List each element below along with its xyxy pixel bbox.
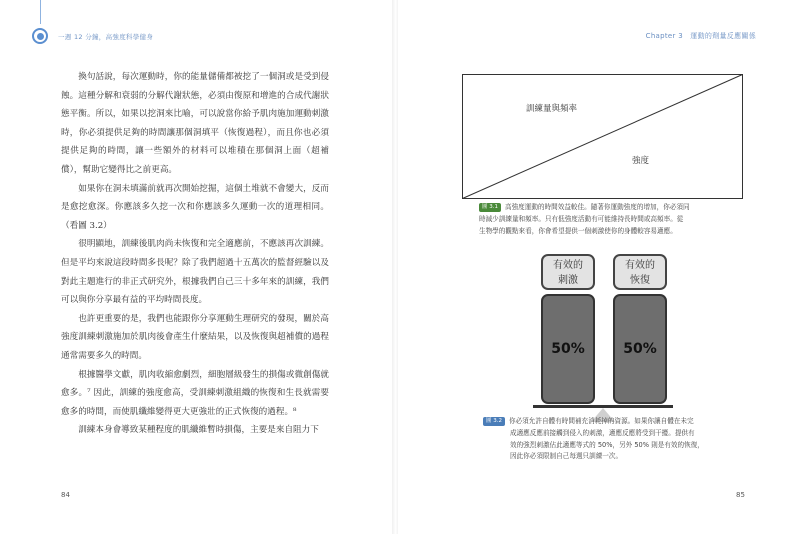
body-paragraph: 換句話說，每次運動時，你的能量儲備都被挖了一個洞或是受到侵蝕。這種分解和衰弱的分解代謝狀態，必須由復原和增進的合成代謝狀態平衡。所以，如果以挖洞來比喻，可以說當你給予肌肉施加運動刺激時，你必須提供足夠的時間讓那個洞填平（恢復過程），而且你也必須提供足夠的時間，讓一些額外的材料可以堆積在那個洞上面（超補償），幫助它變得比之前更高。 xyxy=(61,72,329,175)
body-paragraph: 訓練本身會導致某種程度的肌纖維暫時損傷，主要是來自阻力下 xyxy=(78,425,319,436)
figure-3-1-diagram xyxy=(462,74,743,199)
body-paragraph: 如果你在洞未填滿前就再次開始挖掘，這個土堆就不會變大，反而是愈挖愈深。你應該多久挖一次和你應該多久運動一次的道理相同。（看圖 3.2） xyxy=(61,183,329,231)
stimulus-percent-box: 50% xyxy=(541,294,595,404)
label-volume-frequency: 訓練量與頻率 xyxy=(526,104,578,114)
caption-line: 效的強烈刺激佔此適應等式的 50%，另外 50% 則是有效的恢復， xyxy=(510,440,704,449)
header-circle-icon xyxy=(32,28,48,44)
body-paragraph: 很明顯地，訓練後肌肉尚未恢復和完全適應前，不應該再次訓練。但是平均來說這段時間多長呢？除了我們超過十五萬次的監督經驗以及對此主題進行的非正式研究外，根據我們自己三十多年來的訓練，我們可以與你分享最有益的平均時間長度。 xyxy=(61,239,329,306)
recovery-line-2: 恢復 xyxy=(630,275,650,286)
label-intensity: 強度 xyxy=(632,156,650,166)
figure-3-2 xyxy=(533,254,673,412)
effective-stimulus-label xyxy=(541,254,595,290)
caption-line: 成適應反應前接觸到侵入的刺激，適應反應將受到干擾。提供有 xyxy=(510,428,695,437)
body-paragraph: 也許更重要的是，我們也能跟你分享運動生理研究的發現，關於高強度訓練刺激施加於肌肉後會產生什麼結果，以及恢復與超補償的過程通常需要多久的時間。 xyxy=(61,313,329,361)
figure-3-1 xyxy=(462,74,743,199)
stimulus-line-1: 有效的 xyxy=(553,260,583,271)
figure-3-2-caption xyxy=(483,416,751,463)
effective-recovery-label xyxy=(613,254,667,290)
book-spine xyxy=(392,0,398,534)
body-paragraph: 根據醫學文獻，肌肉收縮愈劇烈，細胞層級發生的損傷或微創傷就愈多。⁷ 因此，訓練的強度愈高，受訓練刺激組織的恢復和生長就需要愈多的時間，而使肌纖維變得更大更強壯的正式恢復的過程。⁸ xyxy=(61,369,329,417)
recovery-percent-box: 50% xyxy=(613,294,667,404)
page-number-left: 84 xyxy=(61,491,70,499)
figure-3-1-caption xyxy=(479,202,749,237)
caption-line: 你必須允許自體有時間補充消耗掉的資源。如果你讓自體在未完 xyxy=(509,417,694,425)
caption-line: 因此你必須限制自己每週只訓練一次。 xyxy=(510,452,623,461)
caption-line: 生物學的觀點來看，你會希望提供一個刺激使你的身體較容易適應。 xyxy=(479,226,677,235)
recovery-line-1: 有效的 xyxy=(625,260,655,271)
left-page-body xyxy=(61,68,329,440)
header-rule xyxy=(40,0,41,24)
page-number-right: 85 xyxy=(736,491,745,499)
header-book-title: 一週 12 分鐘，高強度科學健身 xyxy=(58,32,154,41)
stimulus-line-2: 刺激 xyxy=(558,275,578,286)
caption-line: 高強度運動的時間效益較佳。隨著你運動強度的增加，你必須同 xyxy=(505,203,690,211)
header-left xyxy=(32,25,153,47)
figure-3-2-tag: 圖 3.2 xyxy=(483,417,505,426)
header-chapter-title: Chapter 3 運動的劑量反應關係 xyxy=(645,32,756,40)
caption-line: 時減少訓練量和頻率。只有低強度活動有可能維持長時間或高頻率。從 xyxy=(479,214,684,223)
figure-3-1-tag: 圖 3.1 xyxy=(479,203,501,212)
